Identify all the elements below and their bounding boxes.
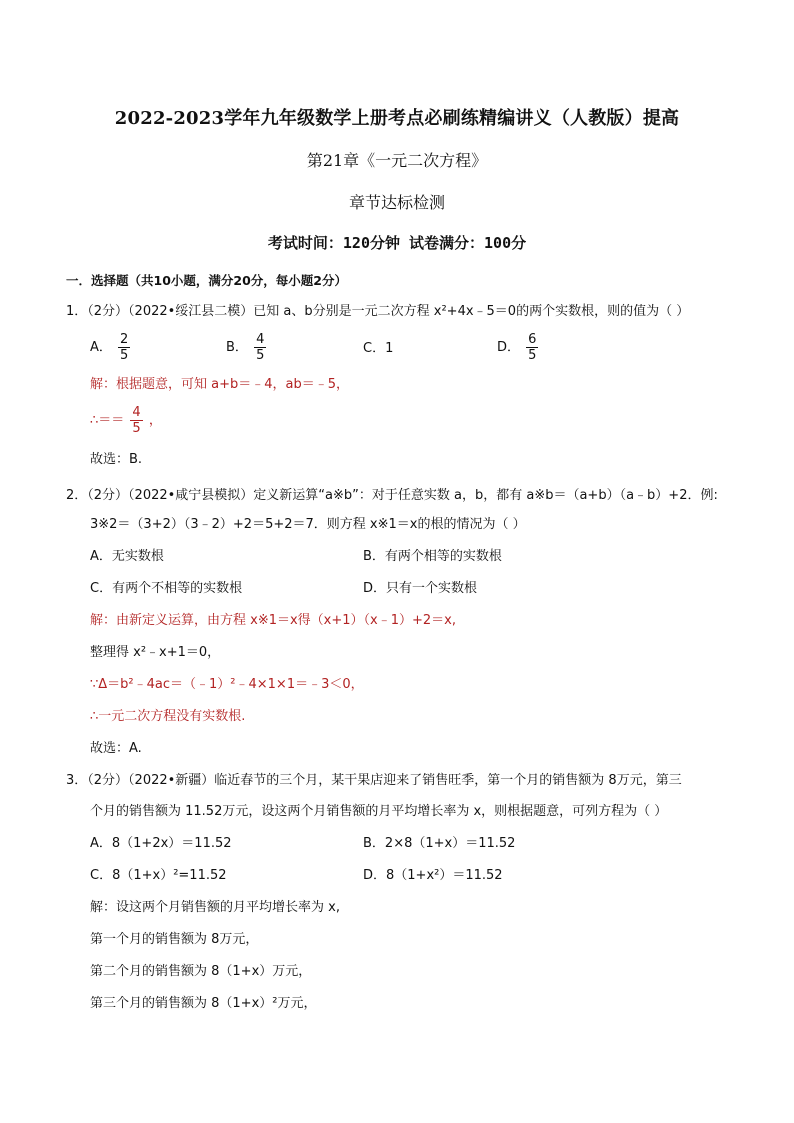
- q3-solution-line-2: 第一个月的销售额为 8万元，: [90, 932, 259, 947]
- q1-option-a: [90, 332, 132, 363]
- q3-option-d: D．8（1+x²）＝11.52: [363, 868, 503, 883]
- q1-option-b: [226, 332, 268, 363]
- q1-option-a-label: A．: [90, 340, 112, 355]
- q1-stem: 1．（2分）（2022•绥江县二模）已知 a、b分别是一元二次方程 x²+4x﹣5＝0的两个实数根，则的值为（ ）: [66, 304, 690, 319]
- q3-stem-line-1: 3．（2分）（2022•新疆）临近春节的三个月，某干果店迎来了销售旺季，第一个月的销售额为 8万元，第三: [66, 773, 682, 788]
- q2-solution-line-3: ∵Δ＝b²﹣4ac＝（﹣1）²﹣4×1×1＝﹣3＜0，: [90, 677, 364, 692]
- q1-solution-line-1: 解：根据题意，可知 a+b＝﹣4，ab＝﹣5，: [90, 377, 350, 392]
- q3-solution-line-1: 解：设这两个月销售额的月平均增长率为 x,: [90, 900, 340, 915]
- q1-option-a-fraction: [118, 332, 130, 363]
- q1-option-b-fraction: [254, 332, 266, 363]
- q2-option-a: A．无实数根: [90, 549, 164, 564]
- q3-solution-line-4: 第三个月的销售额为 8（1+x）²万元，: [90, 996, 317, 1011]
- q1-solution-line-2: [90, 405, 162, 436]
- q2-solution-line-4: ∴一元二次方程没有实数根.: [90, 709, 246, 724]
- document-title: 2022-2023学年九年级数学上册考点必刷练精编讲义（人教版）提高: [114, 108, 680, 129]
- q1-solution-suffix: ，: [148, 413, 162, 428]
- q3-stem-line-2: 个月的销售额为 11.52万元，设这两个月销售额的月平均增长率为 x，则根据题意，可列方程为（ ）: [90, 804, 668, 819]
- fraction-denominator: 5: [132, 421, 141, 436]
- q1-option-c: C．1: [363, 341, 394, 356]
- q2-stem-line-2: 3※2＝（3+2）（3﹣2）+2＝5+2＝7．则方程 x※1＝x的根的情况为（ ）: [90, 517, 526, 532]
- q2-solution-line-1: 解：由新定义运算，由方程 x※1＝x得（x+1）（x﹣1）+2＝x,: [90, 613, 456, 628]
- q2-solution-line-2: 整理得 x²﹣x+1＝0，: [90, 645, 221, 660]
- subtitle: 章节达标检测: [348, 193, 445, 212]
- q2-stem-line-1: 2．（2分）（2022•咸宁县模拟）定义新运算“a※b”：对于任意实数 a，b，都有 a※b＝（a+b）（a﹣b）+2．例:: [66, 488, 718, 503]
- q2-option-d: D．只有一个实数根: [363, 581, 478, 596]
- q1-solution-fraction: [130, 405, 142, 436]
- chapter-title: 第21章《一元二次方程》: [306, 151, 488, 170]
- fraction-denominator: 5: [528, 348, 537, 363]
- fraction-denominator: 5: [256, 348, 265, 363]
- q3-option-c: C．8（1+x）²=11.52: [90, 868, 227, 883]
- fraction-numerator: 2: [120, 332, 129, 347]
- q1-answer: 故选：B.: [90, 452, 143, 467]
- fraction-denominator: 5: [120, 348, 129, 363]
- q2-option-c: C．有两个不相等的实数根: [90, 581, 243, 596]
- exam-info: 考试时间：120分钟 试卷满分：100分: [267, 234, 527, 252]
- q2-answer: 故选：A.: [90, 741, 142, 756]
- q1-option-b-label: B．: [226, 340, 248, 355]
- q1-solution-prefix: ∴＝＝: [90, 413, 125, 428]
- fraction-numerator: 4: [132, 405, 141, 420]
- q3-solution-line-3: 第二个月的销售额为 8（1+x）万元，: [90, 964, 312, 979]
- q3-option-a: A．8（1+2x）＝11.52: [90, 836, 232, 851]
- fraction-numerator: 4: [256, 332, 265, 347]
- q1-option-d: [497, 332, 540, 363]
- fraction-numerator: 6: [528, 332, 537, 347]
- q2-option-b: B．有两个相等的实数根: [363, 549, 502, 564]
- section-heading: 一．选择题（共10小题，满分20分，每小题2分）: [66, 273, 347, 288]
- q3-option-b: B．2×8（1+x）＝11.52: [363, 836, 516, 851]
- q1-option-d-fraction: [526, 332, 538, 363]
- q1-option-d-label: D．: [497, 340, 521, 355]
